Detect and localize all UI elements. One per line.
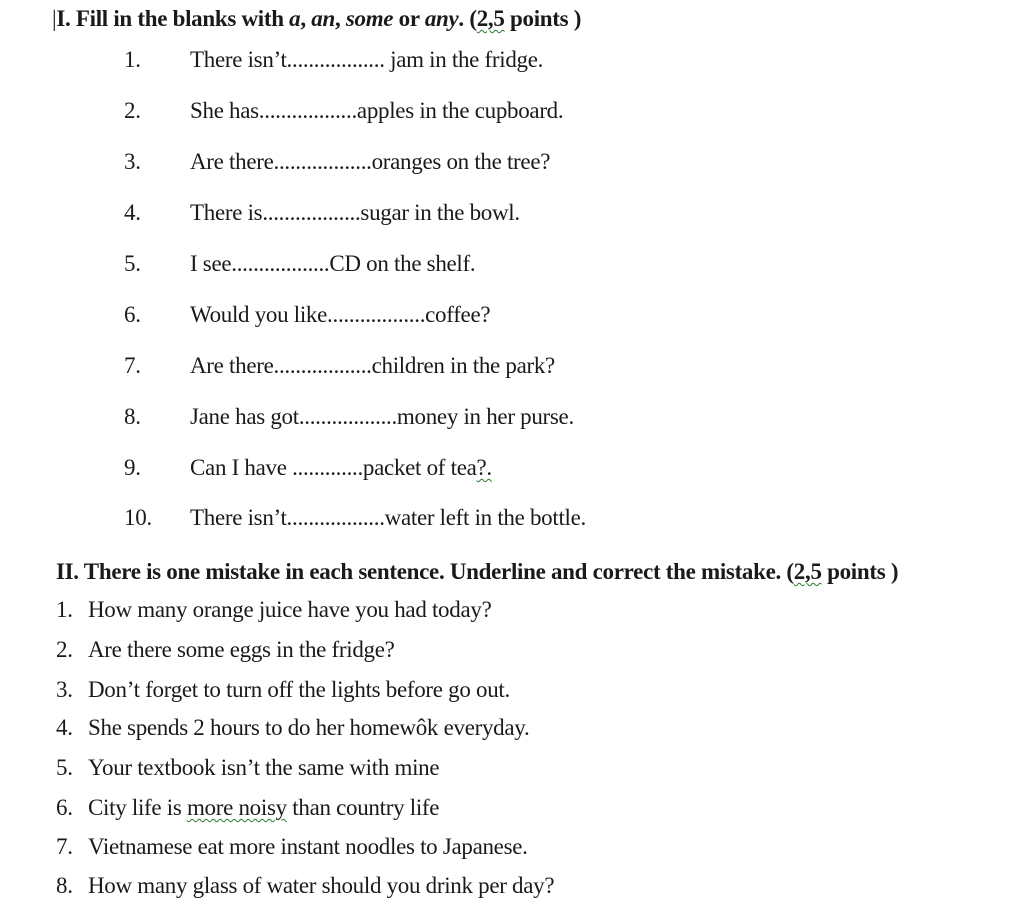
item-text: Are there some eggs in the fridge? — [88, 637, 395, 662]
item-text: Don’t forget to turn off the lights before go out. — [88, 677, 510, 702]
item-number: 2. — [124, 98, 141, 123]
item-number: 5. — [56, 755, 73, 780]
item-text: Your textbook isn’t the same with mine — [88, 755, 440, 780]
item-number: 3. — [124, 149, 141, 174]
item-text: There is..................sugar in the bowl. — [190, 200, 520, 225]
exercise-2-item — [56, 834, 528, 860]
section-1-heading: |I. Fill in the blanks with a, an, some or any. (2,5 points ) — [52, 6, 582, 31]
exercise-2-item — [56, 637, 395, 663]
item-number: 2. — [56, 637, 73, 662]
spellcheck-squiggle: more noisy — [186, 795, 287, 820]
item-number: 9. — [124, 455, 141, 480]
spellcheck-squiggle: ?. — [476, 455, 492, 480]
item-text: She spends 2 hours to do her homewôk everyday. — [88, 715, 530, 740]
item-number: 1. — [56, 597, 73, 622]
item-number: 8. — [56, 873, 73, 898]
item-number: 4. — [56, 715, 73, 740]
item-number: 1. — [124, 47, 141, 72]
item-text: How many glass of water should you drink per day? — [88, 873, 555, 898]
item-text: Would you like..................coffee? — [190, 302, 491, 327]
item-text: Are there..................children in the park? — [190, 353, 555, 378]
item-text: There isn’t.................. jam in the fridge. — [190, 47, 544, 72]
item-number: 7. — [124, 353, 141, 378]
exercise-2-item — [56, 597, 491, 623]
item-number: 4. — [124, 200, 141, 225]
exercise-2-item — [56, 755, 439, 781]
item-text: City life is more noisy than country life — [88, 795, 440, 820]
text-cursor: | — [52, 6, 57, 31]
exercise-2-item — [56, 715, 529, 741]
item-number: 10. — [124, 505, 152, 530]
item-text: Can I have .............packet of tea?. — [190, 455, 492, 480]
section-2-heading: II. There is one mistake in each sentence. Underline and correct the mistake. (2,5 points ) — [56, 559, 899, 584]
exercise-2-item — [56, 873, 554, 899]
item-text: There isn’t..................water left in the bottle. — [190, 505, 586, 530]
item-number: 6. — [124, 302, 141, 327]
exercise-2-item — [56, 677, 510, 703]
item-text: I see..................CD on the shelf. — [190, 251, 476, 276]
item-number: 6. — [56, 795, 73, 820]
item-text: Jane has got..................money in her purse. — [190, 404, 574, 429]
item-text: How many orange juice have you had today? — [88, 597, 492, 622]
item-text: Vietnamese eat more instant noodles to Japanese. — [88, 834, 528, 859]
item-text: She has..................apples in the cupboard. — [190, 98, 564, 123]
item-number: 5. — [124, 251, 141, 276]
item-number: 7. — [56, 834, 73, 859]
exercise-2-item — [56, 795, 439, 821]
item-text: Are there..................oranges on the tree? — [190, 149, 551, 174]
item-number: 3. — [56, 677, 73, 702]
item-number: 8. — [124, 404, 141, 429]
